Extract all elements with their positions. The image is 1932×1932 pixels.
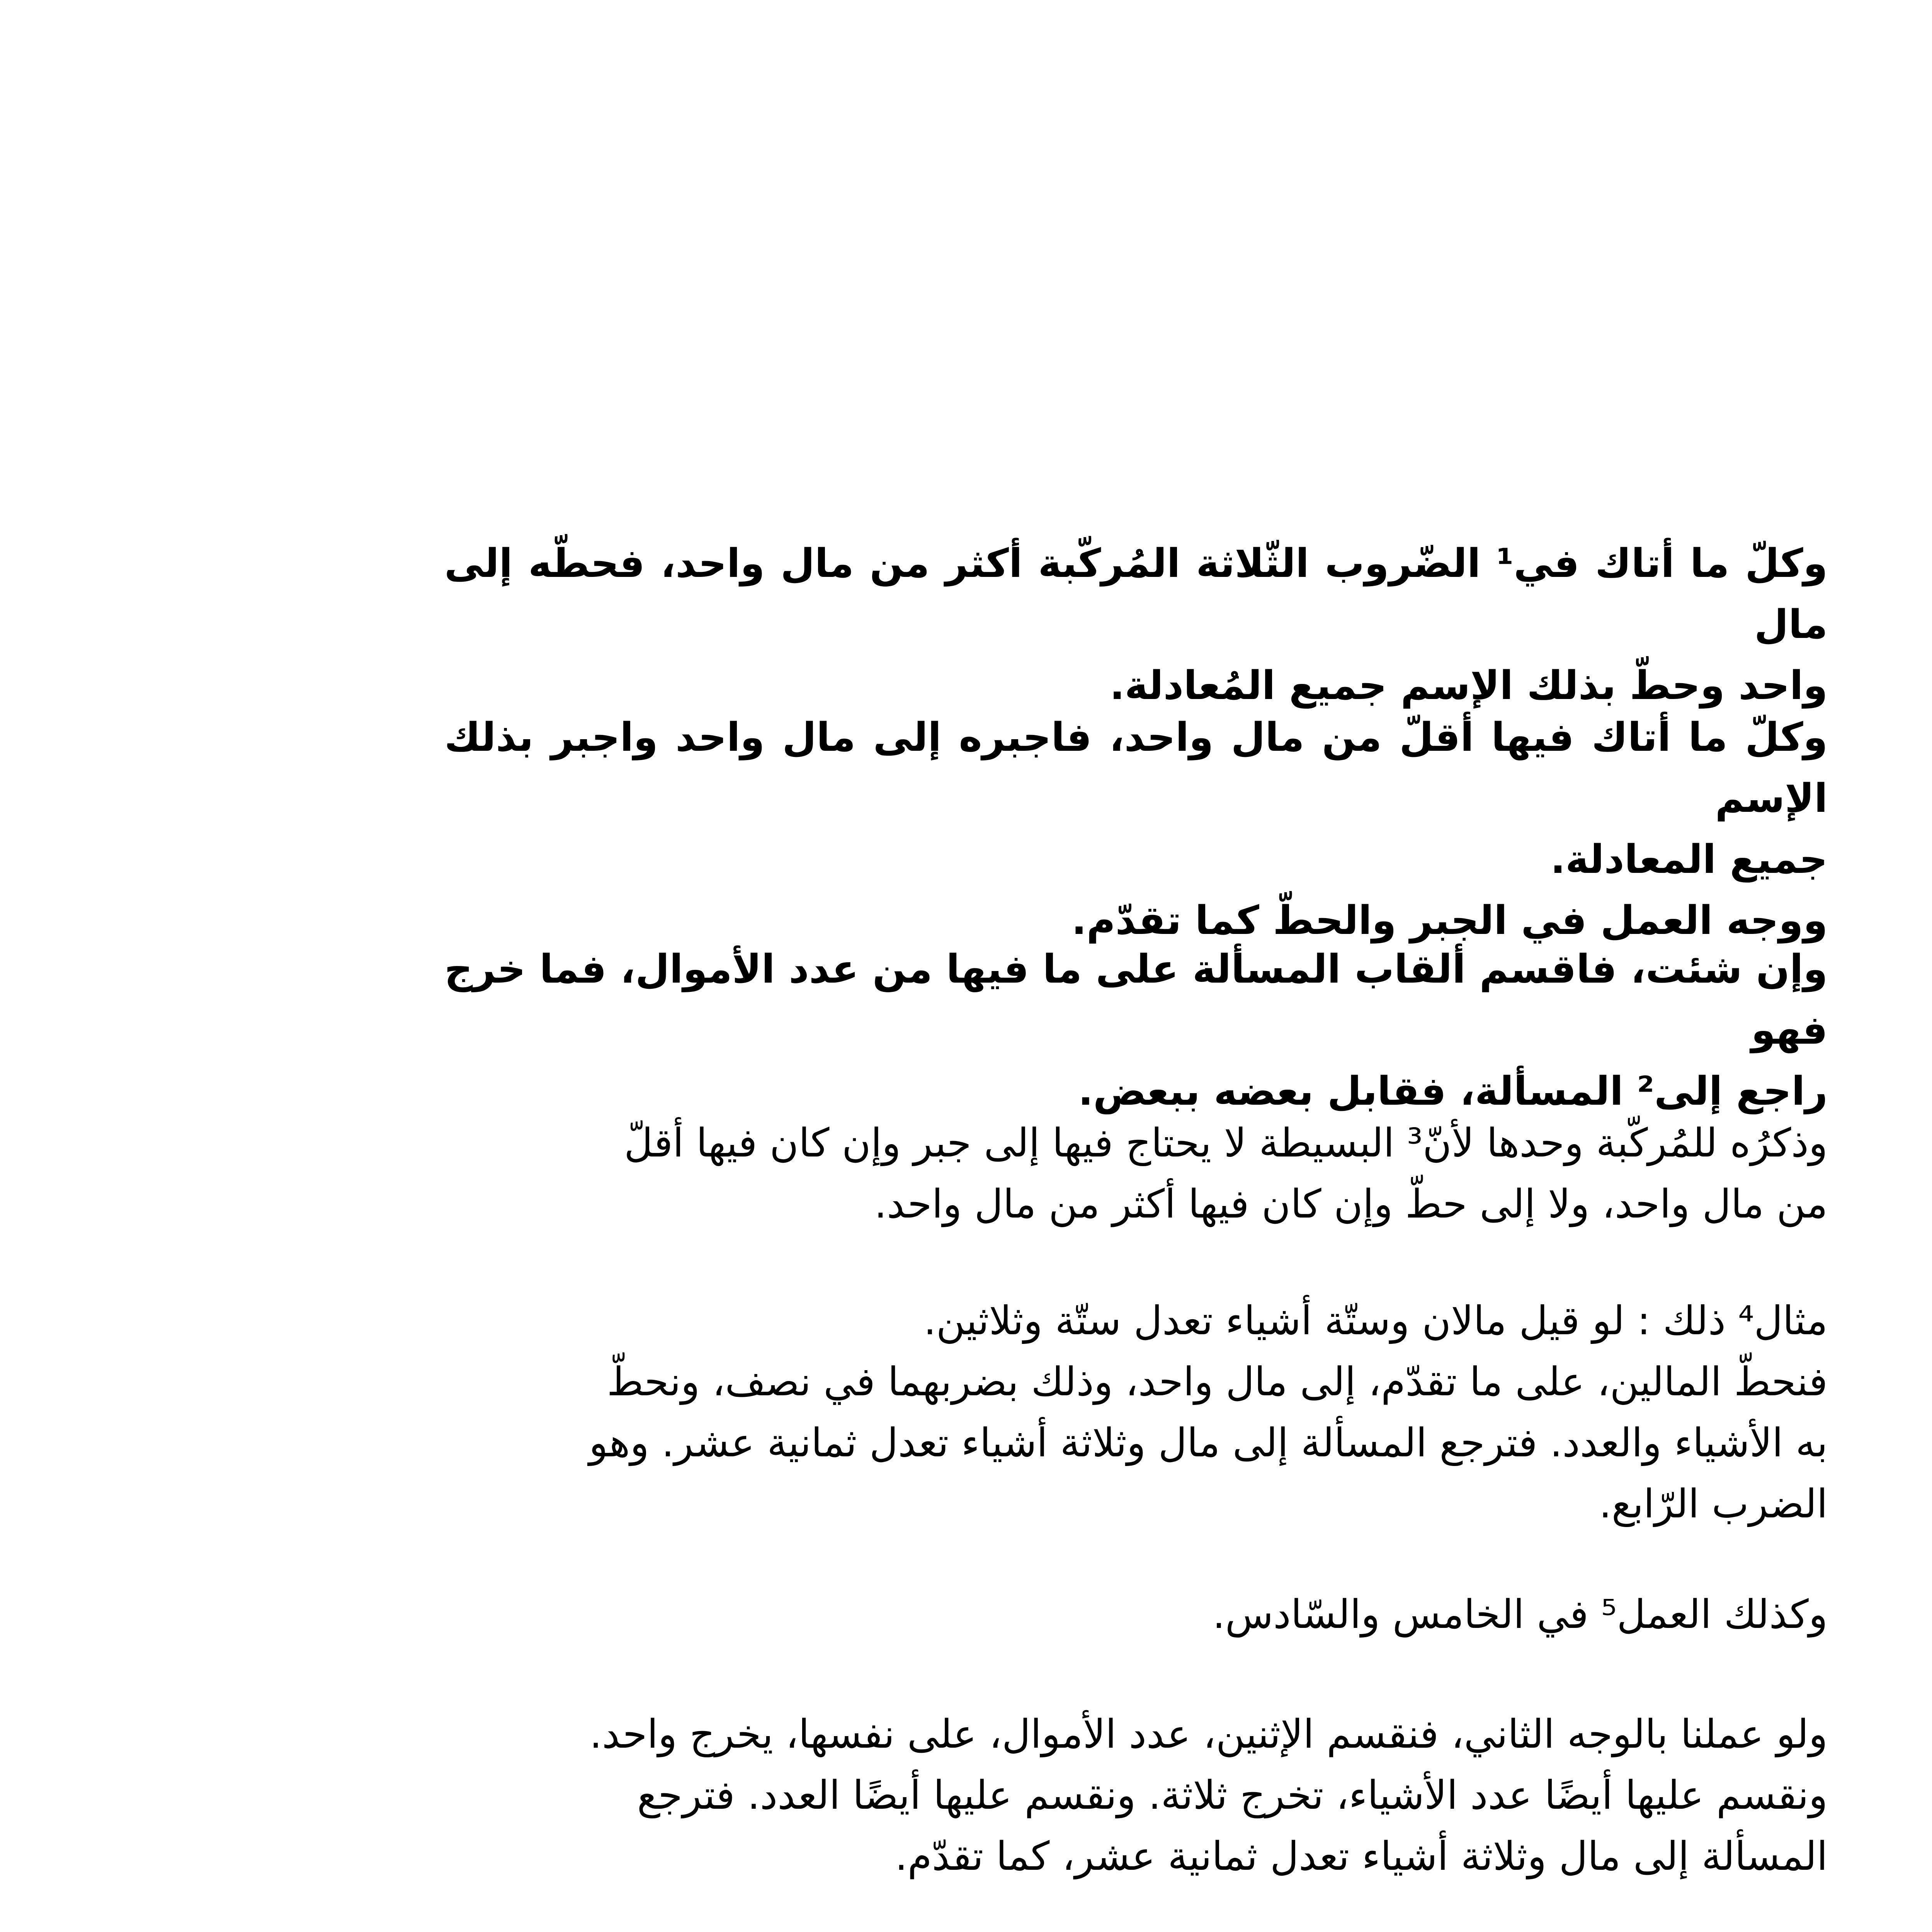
text-line: الضرب الرّابع.: [1599, 1481, 1828, 1527]
text-line: فنحطّ المالين، على ما تقدّم، إلى مال واحد، وذلك بضربهما في نصف، ونحطّ: [607, 1359, 1828, 1405]
paragraph-text: [444, 939, 1828, 1122]
paragraph-6: [444, 1584, 1828, 1645]
paragraph-text: [444, 1113, 1828, 1235]
text-line: من مال واحد، ولا إلى حطّ وإن كان فيها أكثر من مال واحد.: [874, 1181, 1828, 1227]
paragraph-text: [444, 1584, 1828, 1645]
text-line: وكذلك العمل⁵ في الخامس والسّادس.: [1213, 1592, 1828, 1638]
text-line: ولو عملنا بالوجه الثاني، فنقسم الإثنين، عدد الأموال، على نفسها، يخرج واحد.: [589, 1711, 1828, 1757]
paragraph-text: [444, 1291, 1828, 1535]
paragraph-text: [444, 707, 1828, 951]
text-line: وكلّ ما أتاك فيها أقلّ من مال واحد، فاجبره إلى مال واحد واجبر بذلك الإسم: [444, 714, 1828, 821]
paragraph-text: [444, 533, 1828, 716]
paragraph-7: [444, 1704, 1828, 1887]
paragraph-text: [444, 1704, 1828, 1887]
text-line: ووجه العمل في الجبر والحطّ كما تقدّم.: [1071, 898, 1828, 944]
text-line: وكلّ ما أتاك في¹ الضّروب الثّلاثة المُركّبة أكثر من مال واحد، فحطّه إلى مال: [444, 541, 1828, 648]
text-line: به الأشياء والعدد. فترجع المسألة إلى مال وثلاثة أشياء تعدل ثمانية عشر. وهو: [589, 1420, 1828, 1466]
text-line: ونقسم عليها أيضًا عدد الأشياء، تخرج ثلاثة. ونقسم عليها أيضًا العدد. فترجع: [637, 1772, 1828, 1818]
paragraph-5: [444, 1291, 1828, 1535]
paragraph-3: [444, 939, 1828, 1122]
paragraph-2: [444, 707, 1828, 951]
text-line: مثال⁴ ذلك : لو قيل مالان وستّة أشياء تعدل ستّة وثلاثين.: [923, 1298, 1828, 1344]
text-line: وإن شئت، فاقسم ألقاب المسألة على ما فيها من عدد الأموال، فما خرج فهو: [444, 946, 1828, 1053]
text-line: راجع إلى² المسألة، فقابل بعضه ببعض.: [1078, 1068, 1828, 1114]
text-line: واحد وحطّ بذلك الإسم جميع المُعادلة.: [1109, 663, 1828, 709]
text-line: وذكرُه للمُركّبة وحدها لأنّ³ البسيطة لا يحتاج فيها إلى جبر وإن كان فيها أقلّ: [624, 1120, 1828, 1166]
text-line: جميع المعادلة.: [1550, 837, 1828, 883]
paragraph-4: [444, 1113, 1828, 1235]
text-line: المسألة إلى مال وثلاثة أشياء تعدل ثمانية عشر، كما تقدّم.: [895, 1833, 1828, 1879]
paragraph-1: [444, 533, 1828, 716]
